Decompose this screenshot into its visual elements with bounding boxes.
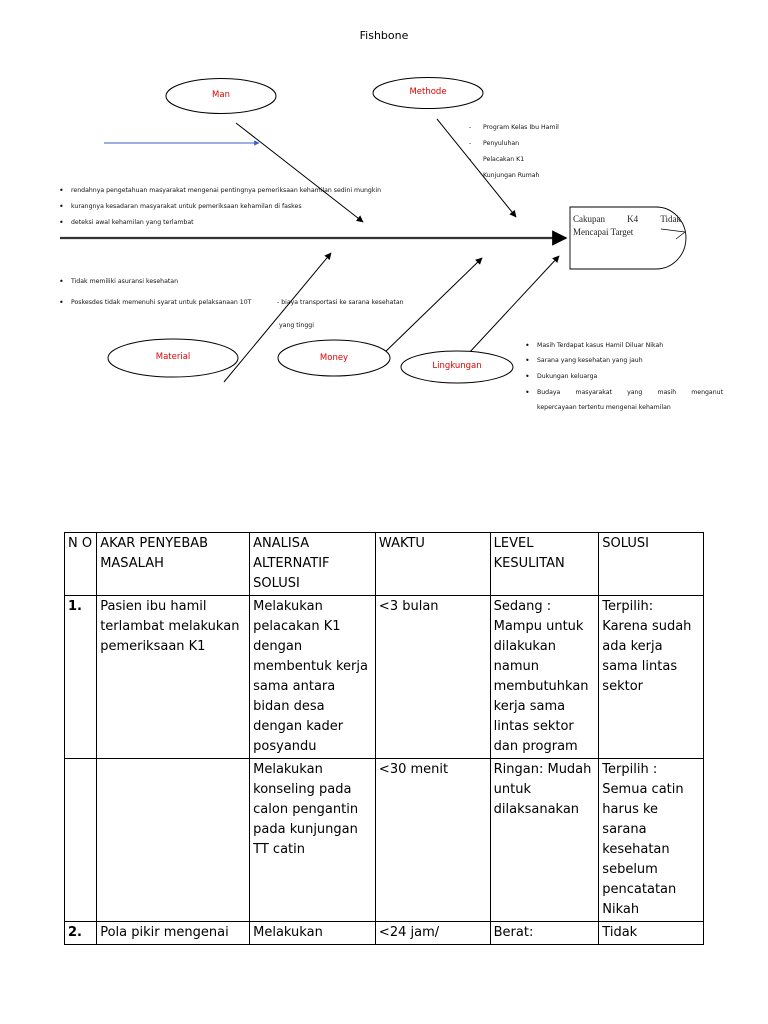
lingkungan-note <box>537 389 723 396</box>
cell-solusi: Tidak <box>599 922 704 945</box>
man-note: • kurangnya kesadaran masyarakat untuk pemeriksaan kehamilan di faskes <box>71 203 302 210</box>
solution-analysis-table <box>64 532 704 945</box>
category-material: Material <box>155 352 191 362</box>
cell-akar: Pasien ibu hamil terlambat melakukan pemeriksaan K1 <box>97 596 250 759</box>
header-akar: AKAR PENYEBAB MASALAH <box>97 533 250 596</box>
header-analisa: ANALISA ALTERNATIF SOLUSI <box>250 533 376 596</box>
table-row <box>65 922 704 945</box>
category-methode: Methode <box>409 87 447 97</box>
table-header-row <box>65 533 704 596</box>
material-note: • Poskesdes tidak memenuhi syarat untuk pelaksanaan 10T <box>71 299 251 306</box>
page-title: Fishbone <box>359 29 409 42</box>
note-word: • Budaya <box>537 389 561 396</box>
table-row <box>65 596 704 759</box>
cell-akar: Pola pikir mengenai <box>97 922 250 945</box>
cell-analisa: Melakukan <box>250 922 376 945</box>
cell-level: Sedang : Mampu untuk dilakukan namun membutuhkan kerja sama lintas sektor dan program <box>490 596 599 759</box>
header-no: N O <box>65 533 97 596</box>
note-word: masyarakat <box>575 389 612 396</box>
header-waktu: WAKTU <box>375 533 490 596</box>
note-word: yang <box>627 389 643 396</box>
category-man: Man <box>212 90 230 100</box>
category-lingkungan: Lingkungan <box>432 361 482 371</box>
problem-word: Cakupan <box>573 214 605 224</box>
problem-word: Tidak <box>660 214 681 224</box>
methode-note: - Pelacakan K1 <box>483 156 524 163</box>
man-note: • deteksi awal kehamilan yang terlambat <box>71 219 194 226</box>
problem-statement <box>573 213 681 239</box>
cell-level: Ringan: Mudah untuk dilaksanakan <box>490 759 599 922</box>
problem-word: K4 <box>627 214 639 224</box>
note-word: masih <box>657 389 677 396</box>
note-word: menganut <box>691 389 723 396</box>
cell-analisa: Melakukan konseling pada calon pengantin pada kunjungan TT catin <box>250 759 376 922</box>
man-note: • rendahnya pengetahuan masyarakat mengenai pentingnya pemeriksaan kehamilan sedini mungkin <box>71 187 381 194</box>
material-note: • Tidak memiliki asuransi kesehatan <box>71 278 178 285</box>
cell-analisa: Melakukan pelacakan K1 dengan membentuk kerja sama antara bidan desa dengan kader posyandu <box>250 596 376 759</box>
lingkungan-note: • Masih Terdapat kasus Hamil Diluar Nikah <box>537 342 663 349</box>
lingkungan-bone <box>468 256 559 354</box>
lingkungan-note: kepercayaan tertentu mengenai kehamilan <box>537 404 671 411</box>
cell-waktu: <3 bulan <box>375 596 490 759</box>
cell-level: Berat: <box>490 922 599 945</box>
cell-waktu: <30 menit <box>375 759 490 922</box>
methode-note: Kunjungan Rumah <box>483 172 540 179</box>
money-bone <box>381 258 482 356</box>
cell-no <box>65 759 97 922</box>
cell-waktu: <24 jam/ <box>375 922 490 945</box>
cell-akar <box>97 759 250 922</box>
cell-solusi: Terpilih: Karena sudah ada kerja sama lintas sektor <box>599 596 704 759</box>
problem-line: Mencapai Target <box>573 227 634 237</box>
money-note: - biaya transportasi ke sarana kesehatan <box>277 299 404 306</box>
cell-no: 1. <box>65 596 97 759</box>
money-note: yang tinggi <box>279 322 314 329</box>
methode-note: - Program Kelas Ibu Hamil <box>483 124 559 131</box>
table-row <box>65 759 704 922</box>
header-solusi: SOLUSI <box>599 533 704 596</box>
category-money: Money <box>319 353 349 363</box>
methode-note: - Penyuluhan <box>483 140 519 147</box>
header-level: LEVEL KESULITAN <box>490 533 599 596</box>
lingkungan-note: • Sarana yang kesehatan yang jauh <box>537 357 643 364</box>
cell-solusi: Terpilih : Semua catin harus ke sarana kesehatan sebelum pencatatan Nikah <box>599 759 704 922</box>
cell-no: 2. <box>65 922 97 945</box>
lingkungan-note: • Dukungan keluarga <box>537 373 597 380</box>
methode-bone <box>437 119 516 217</box>
